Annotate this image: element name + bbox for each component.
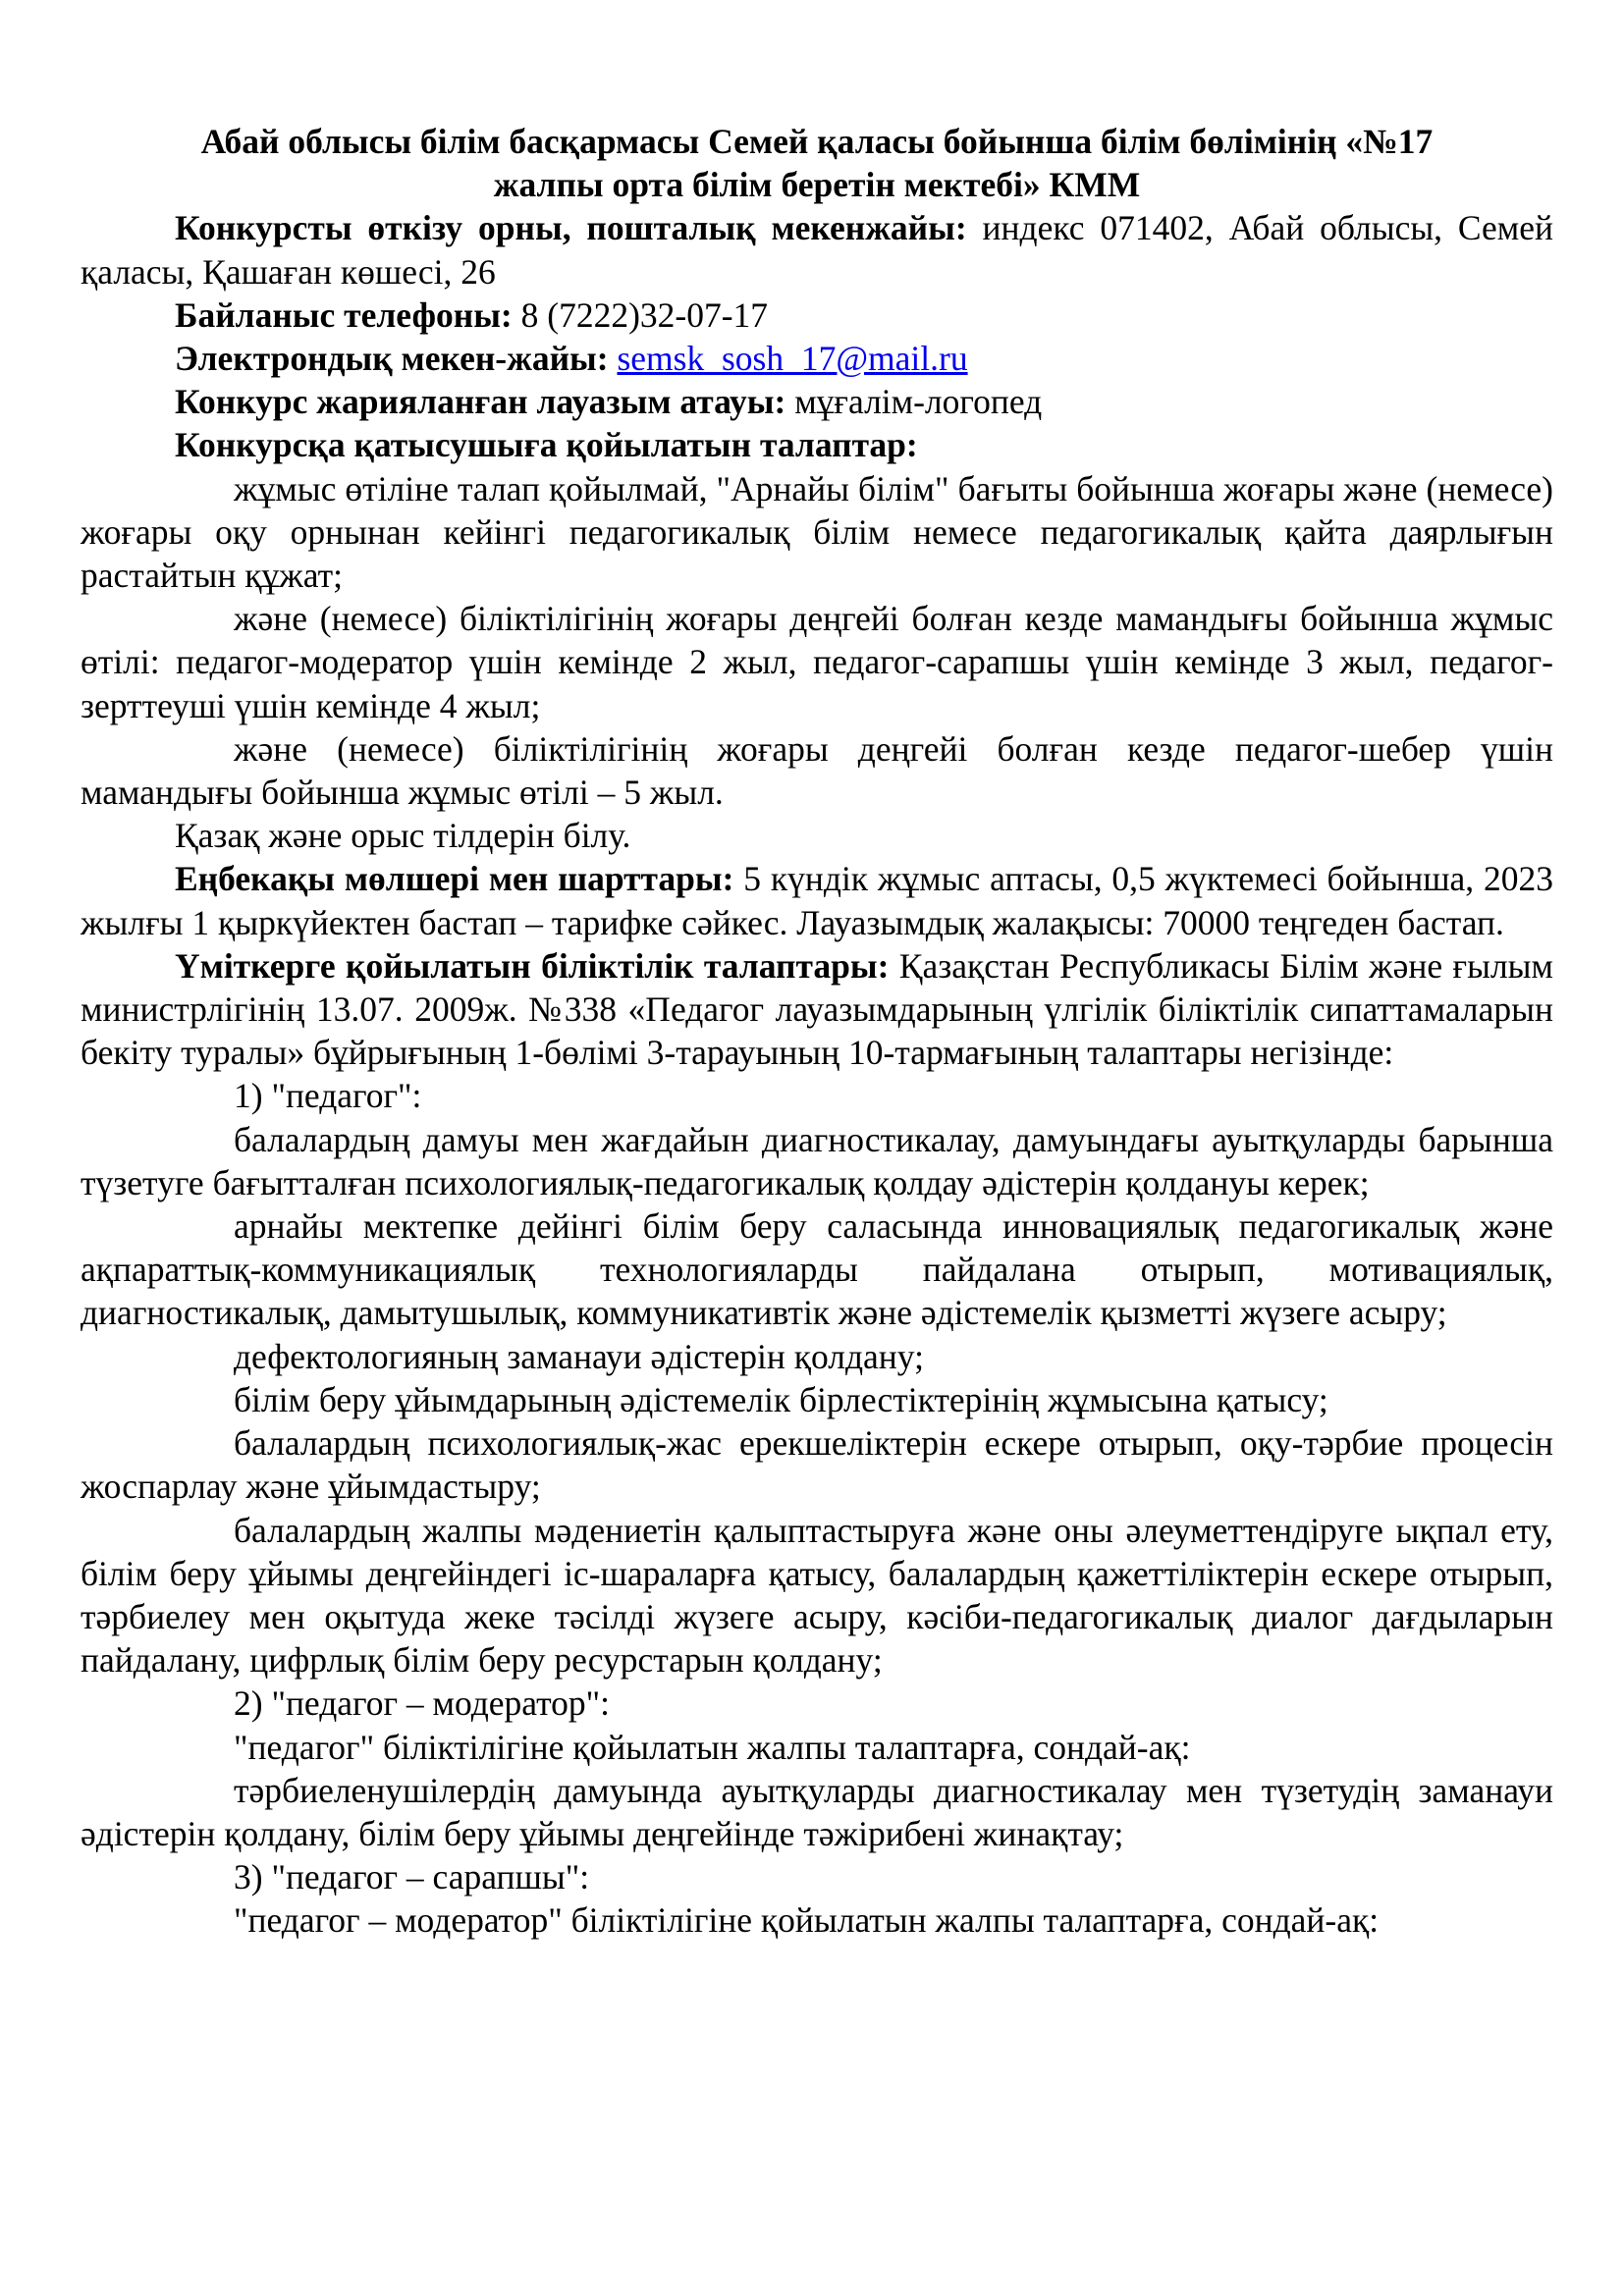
salary-label: Еңбекақы мөлшері мен шарттары: — [175, 859, 734, 899]
email-paragraph — [81, 337, 1553, 380]
requirements-heading — [81, 423, 1553, 466]
requirement-item: және (немесе) біліктілігінің жоғары деңгейі болған кезде мамандығы бойынша жұмыс өтілі: педагог-модератор үшін кемінде 2 жыл, педагог-сарапшы үшін кемінде 3 жыл, педагог-зерттеуші үшін кемінде 4 жыл; — [81, 599, 1553, 725]
email-link[interactable]: semsk_sosh_17@mail.ru — [617, 339, 968, 379]
item1-text: балалардың жалпы мәдениетін қалыптастыруға және оны әлеуметтендіруге ықпал ету, білім беру ұйымы деңгейіндегі іс-шараларға қатысу, балалардың қажеттіліктерін ескере отырып, тәрбиелеу мен оқытуда жеке тәсілді жүзеге асыру, кәсіби-педагогикалық диалог дағдыларын пайдалану, цифрлық білім беру ресурстарын қолдану; — [81, 1510, 1553, 1681]
venue-value: индекс 071402, Абай облысы, Семей қаласы, Қашаған көшесі, 26 — [81, 208, 1554, 292]
phone-label: Байланыс телефоны: — [175, 294, 513, 335]
phone-paragraph — [81, 294, 1553, 337]
qualification-paragraph — [81, 944, 1553, 1075]
item1-heading: 1) "педагог": — [234, 1076, 422, 1116]
position-paragraph — [81, 380, 1553, 423]
item1-text: арнайы мектепке дейінгі білім беру саласында инновациялық педагогикалық және ақпараттық-коммуникациялық технологияларды пайдалана отырып, мотивациялық, диагностикалық, дамытушылық, коммуникативтік және әдістемелік қызметті жүзеге асыру; — [81, 1206, 1553, 1333]
phone-value: 8 (7222)32-07-17 — [512, 294, 769, 335]
salary-value: 5 күндік жұмыс аптасы, 0,5 жүктемесі бойынша, 2023 жылғы 1 қыркүйектен бастап – тарифке сәйкес. Лауазымдық жалақысы: 70000 теңгеден бастап. — [81, 859, 1553, 942]
language-requirement: Қазақ және орыс тілдерін білу. — [175, 816, 631, 856]
requirement-item: және (немесе) біліктілігінің жоғары деңгейі болған кезде педагог-шебер үшін мамандығы бойынша жұмыс өтілі – 5 жыл. — [81, 728, 1553, 813]
item1-text: білім беру ұйымдарының әдістемелік бірлестіктерінің жұмысына қатысу; — [234, 1379, 1328, 1419]
item1-text: дефектологияның заманауи әдістерін қолдану; — [234, 1336, 924, 1376]
item2-heading: 2) "педагог – модератор": — [234, 1683, 611, 1724]
item2-text: тәрбиеленушілердің дамуында ауытқуларды диагностикалау мен түзетудің заманауи әдістерін қолдану, білім беру ұйымы деңгейінде тәжірибені жинақтау; — [81, 1770, 1553, 1853]
document-page — [81, 120, 1553, 1943]
qualification-value: Қазақстан Республикасы Білім және ғылым министрлігінің 13.07. 2009ж. №338 «Педагог лауазымдарының үлгілік біліктілік сипаттамаларын бекіту туралы» бұйрығының 1-бөлімі 3-тарауының 10-тармағының талаптары негізінде: — [81, 945, 1554, 1073]
position-value: мұғалім-логопед — [785, 382, 1043, 422]
item1-text: балалардың дамуы мен жағдайын диагностикалау, дамуындағы ауытқуларды барынша түзетуге бағытталған психологиялық-педагогикалық қолдау әдістерін қолдануы керек; — [81, 1119, 1553, 1202]
requirements-label: Конкурсқа қатысушыға қойылатын талаптар: — [175, 425, 918, 465]
item2-text: "педагог" біліктілігіне қойылатын жалпы талаптарға, сондай-ақ: — [234, 1727, 1191, 1767]
position-label: Конкурс жарияланған лауазым атауы: — [175, 382, 786, 422]
item3-heading: 3) "педагог – сарапшы": — [234, 1857, 590, 1897]
venue-paragraph — [81, 206, 1553, 293]
document-title-line2: жалпы орта білім беретін мектебі» КММ — [493, 165, 1141, 205]
document-title-line1: Абай облысы білім басқармасы Семей қаласы бойынша білім бөлімінің «№17 — [200, 122, 1434, 161]
requirement-item: жұмыс өтіліне талап қойылмай, "Арнайы білім" бағыты бойынша жоғары және (немесе) жоғары оқу орнынан кейінгі педагогикалық білім немесе педагогикалық қайта даярлығын растайтын құжат; — [81, 468, 1553, 596]
item1-text: балалардың психологиялық-жас ерекшеліктерін ескере отырып, оқу-тәрбие процесін жоспарлау және ұйымдастыру; — [81, 1423, 1553, 1507]
email-label: Электрондық мекен-жайы: — [175, 339, 609, 379]
qualification-label: Үміткерге қойылатын біліктілік талаптары: — [175, 945, 890, 986]
salary-paragraph — [81, 857, 1553, 943]
venue-label: Конкурсты өткізу орны, пошталық мекенжайы: — [175, 208, 967, 248]
item3-text: "педагог – модератор" біліктілігіне қойылатын жалпы талаптарға, сондай-ақ: — [234, 1900, 1380, 1941]
